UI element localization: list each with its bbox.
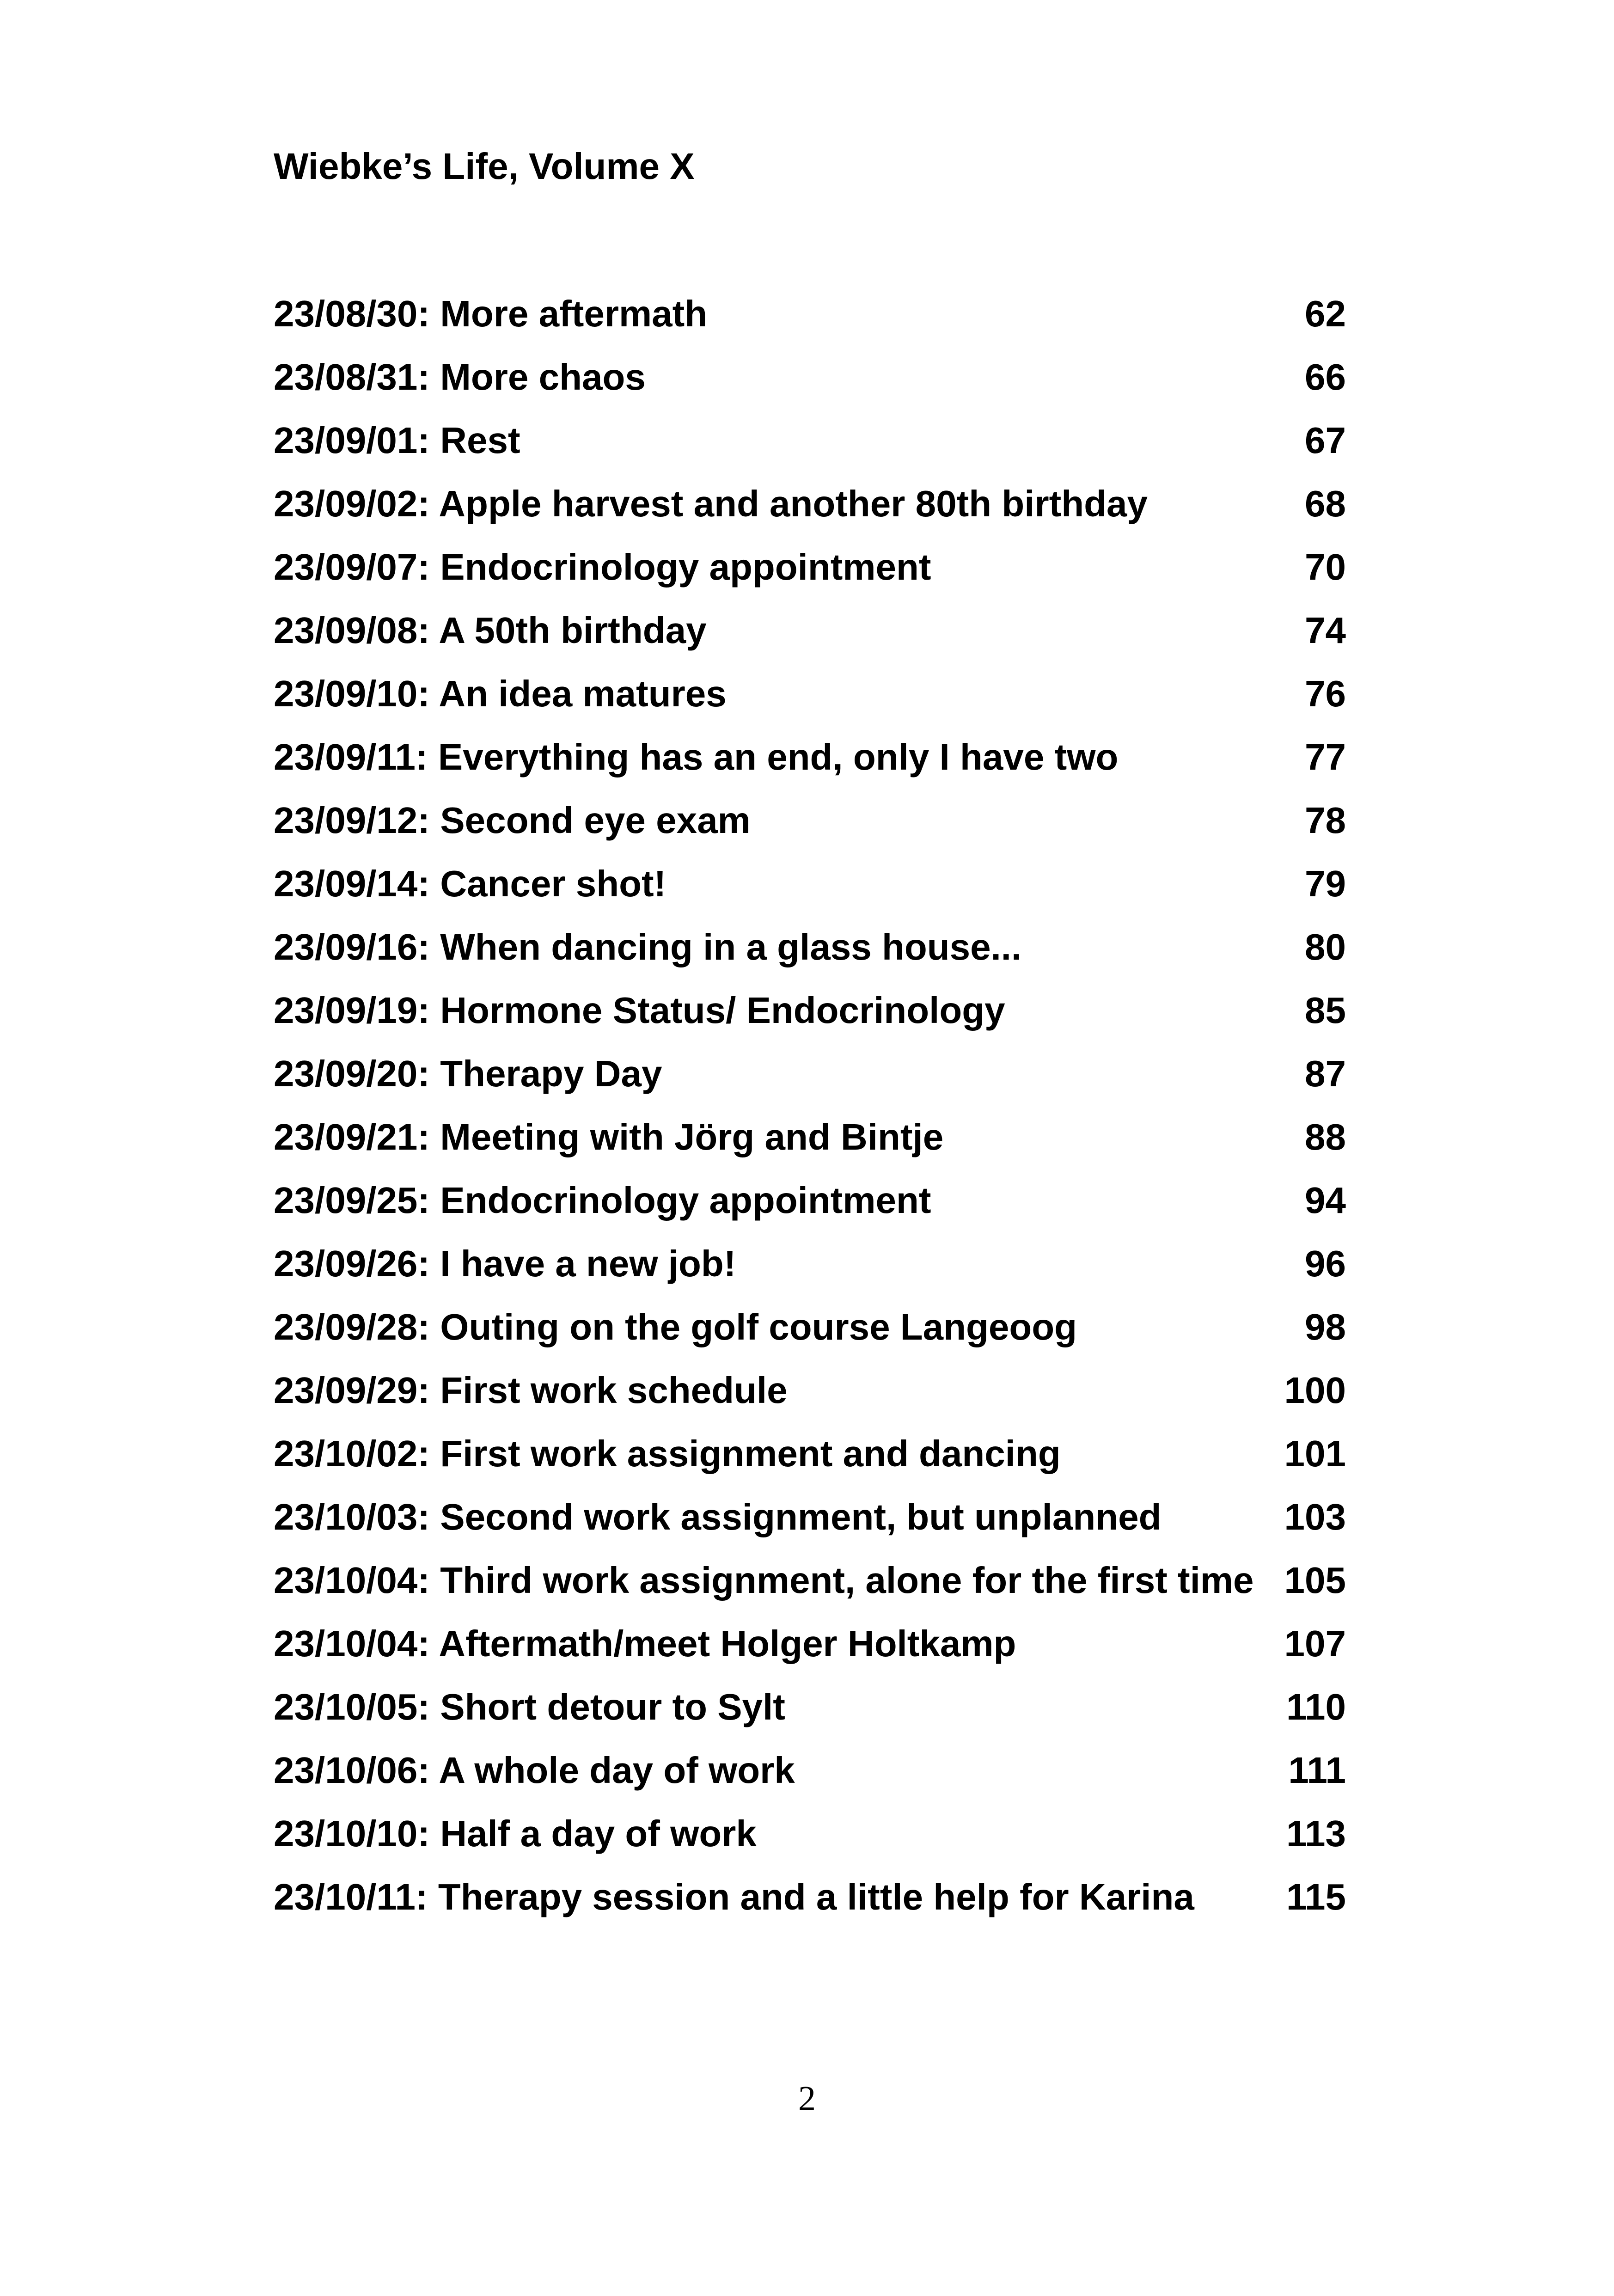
toc-entry	[274, 1549, 1346, 1612]
toc-entry-title: 23/10/04: Aftermath/meet Holger Holtkamp	[274, 1623, 1016, 1664]
toc-entry	[274, 1295, 1346, 1359]
toc-entry-page: 111	[1288, 1750, 1346, 1791]
toc-entry	[274, 345, 1346, 409]
toc-entry-title: 23/09/14: Cancer shot!	[274, 863, 666, 904]
toc-entry-title: 23/09/08: A 50th birthday	[274, 610, 707, 651]
toc-entry-title: 23/09/25: Endocrinology appointment	[274, 1180, 931, 1221]
toc-entry	[274, 1675, 1346, 1739]
toc-entry-page: 76	[1305, 673, 1346, 714]
toc-entry-title: 23/10/11: Therapy session and a little help for Karina	[274, 1876, 1194, 1917]
toc-entry-page: 67	[1305, 420, 1346, 461]
toc-entry	[274, 1485, 1346, 1549]
toc-entry-title: 23/10/04: Third work assignment, alone for the first time	[274, 1560, 1254, 1601]
toc-entry-title: 23/09/02: Apple harvest and another 80th birthday	[274, 483, 1148, 524]
toc-entry	[274, 852, 1346, 915]
toc-entry-page: 66	[1305, 356, 1346, 398]
toc-entry-page: 96	[1305, 1243, 1346, 1284]
toc-entry-page: 105	[1284, 1560, 1346, 1601]
toc-entry-title: 23/09/16: When dancing in a glass house...	[274, 926, 1022, 967]
toc-entry	[274, 662, 1346, 725]
toc-entry	[274, 1042, 1346, 1105]
toc-entry	[274, 979, 1346, 1042]
toc-entry-page: 100	[1284, 1370, 1346, 1411]
toc-entry-page: 87	[1305, 1053, 1346, 1094]
table-of-contents	[274, 282, 1346, 1929]
toc-entry-page: 115	[1286, 1876, 1346, 1917]
toc-entry-title: 23/08/31: More chaos	[274, 356, 646, 398]
toc-entry-title: 23/09/10: An idea matures	[274, 673, 727, 714]
toc-entry-page: 88	[1305, 1116, 1346, 1157]
toc-entry-title: 23/09/11: Everything has an end, only I have two	[274, 736, 1119, 778]
toc-entry	[274, 1169, 1346, 1232]
toc-entry-page: 80	[1305, 926, 1346, 967]
toc-entry-title: 23/09/29: First work schedule	[274, 1370, 788, 1411]
toc-entry-page: 94	[1305, 1180, 1346, 1221]
toc-entry	[274, 1422, 1346, 1485]
toc-entry-page: 70	[1305, 546, 1346, 588]
toc-entry	[274, 282, 1346, 345]
toc-entry-title: 23/10/10: Half a day of work	[274, 1813, 757, 1854]
toc-entry-page: 107	[1284, 1623, 1346, 1664]
toc-entry-title: 23/10/03: Second work assignment, but unplanned	[274, 1496, 1162, 1537]
toc-entry	[274, 1802, 1346, 1865]
toc-entry	[274, 472, 1346, 535]
toc-entry	[274, 599, 1346, 662]
toc-entry	[274, 725, 1346, 789]
toc-entry	[274, 1359, 1346, 1422]
toc-entry	[274, 535, 1346, 599]
toc-entry-page: 103	[1284, 1496, 1346, 1537]
toc-entry-title: 23/09/26: I have a new job!	[274, 1243, 736, 1284]
toc-entry-title: 23/09/01: Rest	[274, 420, 520, 461]
toc-entry-page: 98	[1305, 1306, 1346, 1347]
toc-entry	[274, 409, 1346, 472]
toc-entry-page: 62	[1305, 293, 1346, 334]
toc-entry	[274, 1232, 1346, 1295]
toc-entry-page: 77	[1305, 736, 1346, 778]
toc-entry	[274, 789, 1346, 852]
toc-entry-page: 113	[1286, 1813, 1346, 1854]
toc-entry	[274, 1612, 1346, 1675]
toc-entry-title: 23/10/05: Short detour to Sylt	[274, 1686, 785, 1727]
toc-entry	[274, 1105, 1346, 1169]
toc-entry-page: 110	[1286, 1686, 1346, 1727]
toc-entry-title: 23/10/06: A whole day of work	[274, 1750, 795, 1791]
toc-entry-page: 78	[1305, 800, 1346, 841]
toc-entry-page: 79	[1305, 863, 1346, 904]
toc-entry	[274, 1739, 1346, 1802]
toc-entry-title: 23/09/07: Endocrinology appointment	[274, 546, 931, 588]
toc-entry	[274, 915, 1346, 979]
toc-entry-page: 85	[1305, 990, 1346, 1031]
page-number: 2	[798, 2079, 816, 2118]
toc-entry-title: 23/09/19: Hormone Status/ Endocrinology	[274, 990, 1005, 1031]
toc-entry-page: 101	[1284, 1433, 1346, 1474]
toc-entry-title: 23/09/28: Outing on the golf course Langeoog	[274, 1306, 1077, 1347]
toc-entry-page: 68	[1305, 483, 1346, 524]
toc-entry	[274, 1865, 1346, 1929]
toc-entry-title: 23/09/20: Therapy Day	[274, 1053, 662, 1094]
toc-entry-title: 23/09/21: Meeting with Jörg and Bintje	[274, 1116, 944, 1157]
toc-entry-page: 74	[1305, 610, 1346, 651]
toc-entry-title: 23/10/02: First work assignment and dancing	[274, 1433, 1061, 1474]
toc-entry-title: 23/09/12: Second eye exam	[274, 800, 751, 841]
document-header: Wiebke’s Life, Volume X	[274, 146, 695, 187]
toc-entry-title: 23/08/30: More aftermath	[274, 293, 708, 334]
